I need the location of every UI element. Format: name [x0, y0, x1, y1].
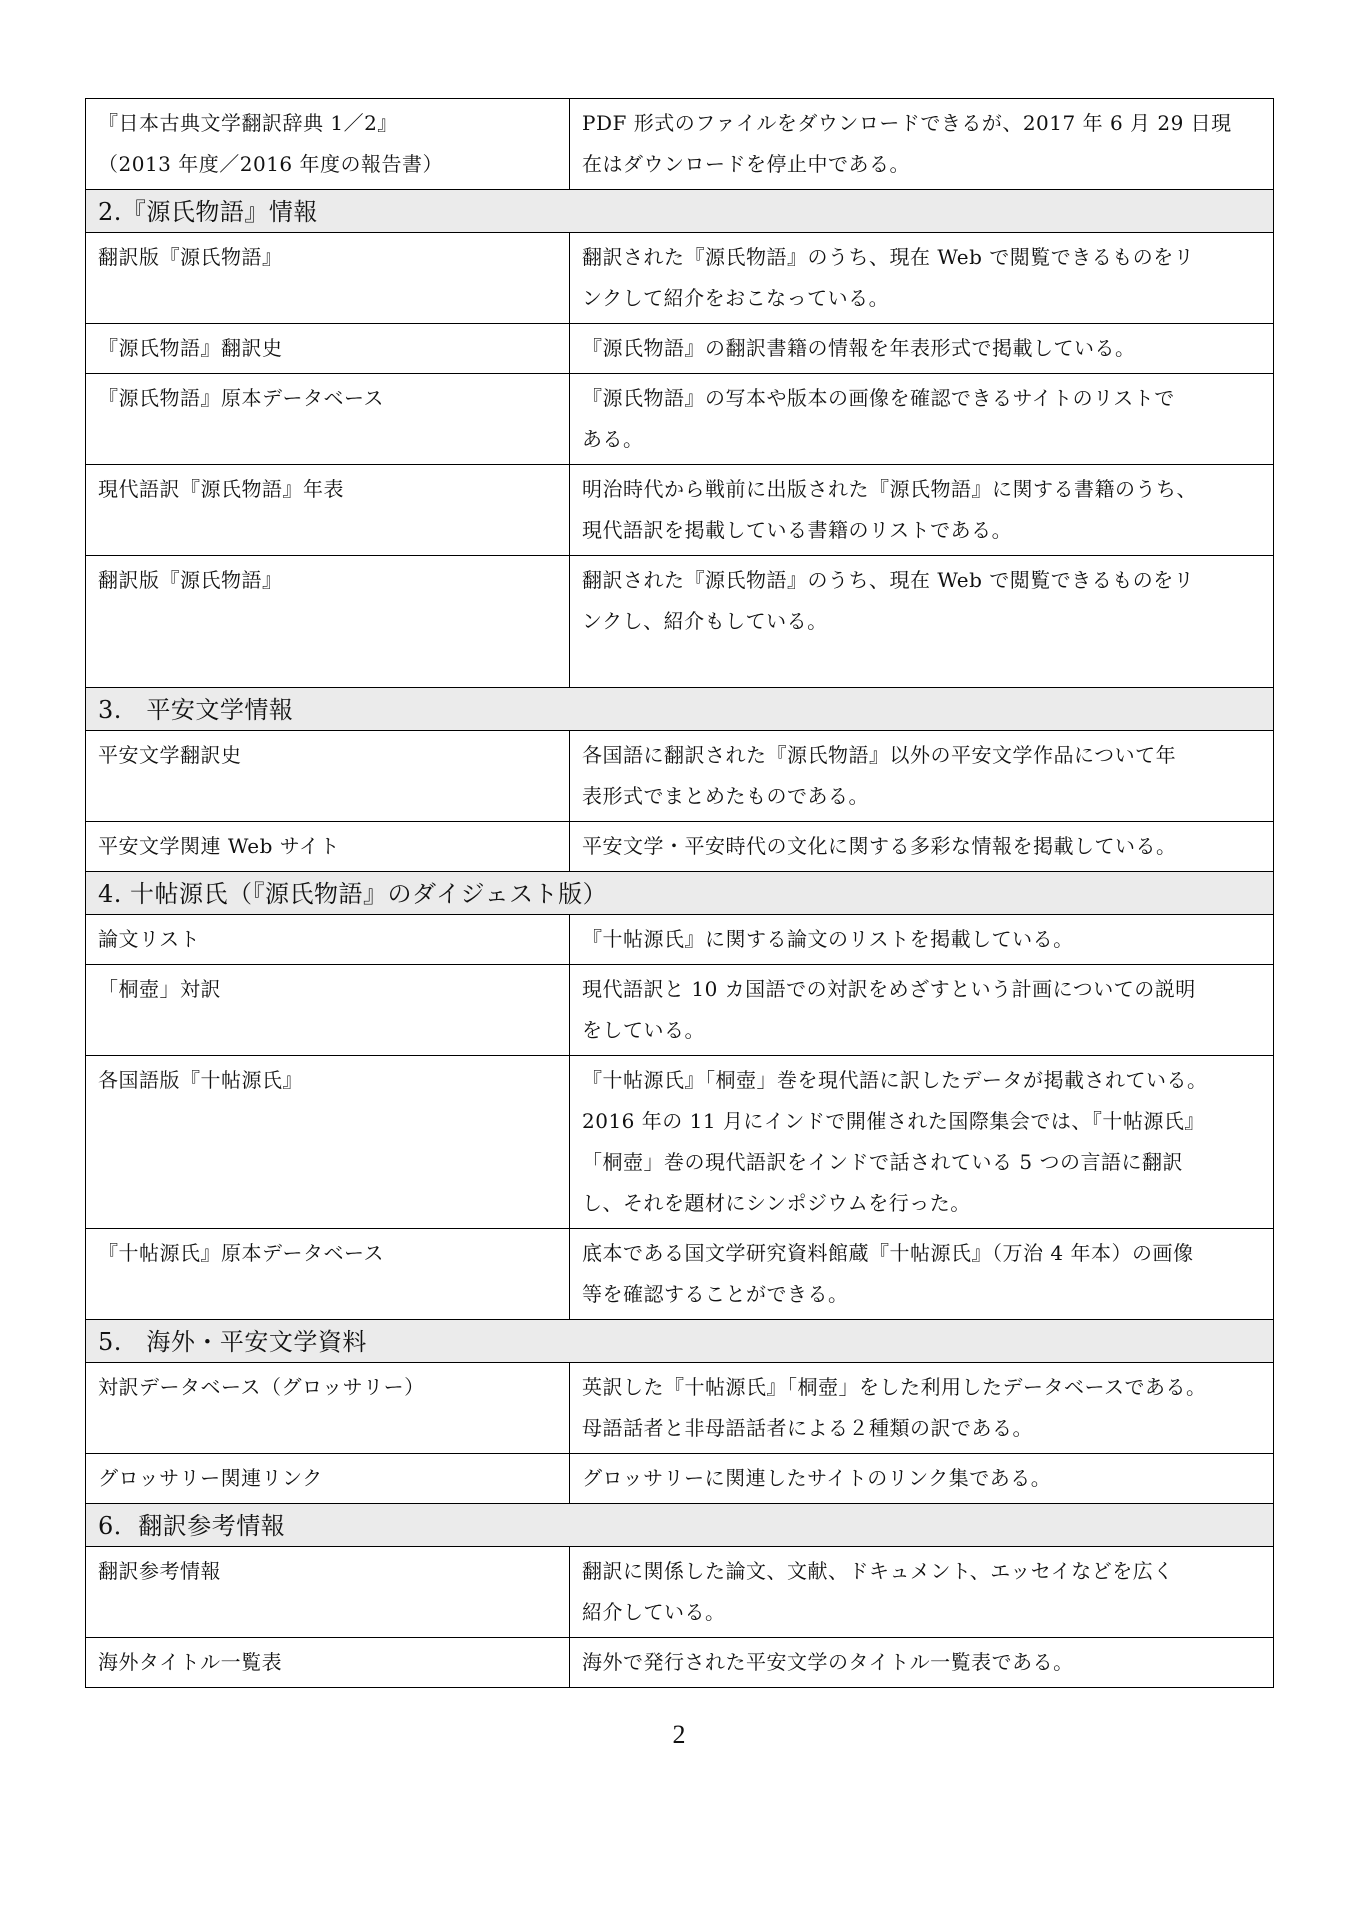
- item-name-line: 平安文学翻訳史: [98, 743, 242, 767]
- item-name-line: 各国語版『十帖源氏』: [98, 1068, 303, 1092]
- item-description-line: 翻訳に関係した論文、文献、ドキュメント、エッセイなどを広く: [582, 1559, 1174, 1583]
- table-row: [86, 1056, 1274, 1229]
- item-description-cell: [570, 1638, 1274, 1688]
- item-name-line: 『源氏物語』翻訳史: [98, 336, 283, 360]
- item-description-cell: [570, 465, 1274, 556]
- item-name-line: （2013 年度／2016 年度の報告書）: [98, 152, 444, 176]
- item-name-line: 論文リスト: [98, 927, 201, 951]
- section-header-row: [86, 688, 1274, 731]
- item-name-line: グロッサリー関連リンク: [98, 1466, 323, 1490]
- item-description-line: 現代語訳を掲載している書籍のリストである。: [582, 518, 1013, 542]
- item-name-cell: [86, 1454, 570, 1504]
- table-row: [86, 556, 1274, 688]
- item-name-line: 平安文学関連 Web サイト: [98, 834, 340, 858]
- table-row: [86, 374, 1274, 465]
- item-name-cell: [86, 556, 570, 688]
- item-name-cell: [86, 1638, 570, 1688]
- item-name-cell: [86, 99, 570, 190]
- section-title: 3. 平安文学情報: [86, 688, 1274, 731]
- item-name-line: 「桐壺」対訳: [98, 977, 221, 1001]
- item-description-cell: [570, 1547, 1274, 1638]
- item-name-line: 翻訳版『源氏物語』: [98, 245, 283, 269]
- item-description-line: 各国語に翻訳された『源氏物語』以外の平安文学作品について年: [582, 743, 1177, 767]
- item-description-line: 『十帖源氏』「桐壺」巻を現代語に訳したデータが掲載されている。: [582, 1068, 1208, 1092]
- table-row: [86, 99, 1274, 190]
- item-description-cell: [570, 374, 1274, 465]
- item-description-cell: [570, 915, 1274, 965]
- item-description-line: ある。: [582, 427, 644, 451]
- item-description-line: 翻訳された『源氏物語』のうち、現在 Web で閲覧できるものをリ: [582, 568, 1195, 592]
- page-number: 2: [672, 1720, 686, 1749]
- item-description-line: ンクし、紹介もしている。: [582, 609, 828, 633]
- item-name-line: 『十帖源氏』原本データベース: [98, 1241, 384, 1265]
- item-description-line: 『十帖源氏』に関する論文のリストを掲載している。: [582, 927, 1074, 951]
- section-title: 5. 海外・平安文学資料: [86, 1320, 1274, 1363]
- item-description-line: をしている。: [582, 1018, 705, 1042]
- item-description-line: 底本である国文学研究資料館蔵『十帖源氏』（万治 4 年本）の画像: [582, 1241, 1194, 1265]
- item-description-line: 2016 年の 11 月にインドで開催された国際集会では、『十帖源氏』: [582, 1109, 1205, 1133]
- item-description-cell: [570, 1229, 1274, 1320]
- item-name-cell: [86, 965, 570, 1056]
- table-row: [86, 1363, 1274, 1454]
- table-row: [86, 965, 1274, 1056]
- item-name-line: 翻訳版『源氏物語』: [98, 568, 283, 592]
- item-description-cell: [570, 324, 1274, 374]
- item-description-line: 海外で発行された平安文学のタイトル一覧表である。: [582, 1650, 1074, 1674]
- item-name-cell: [86, 915, 570, 965]
- section-title: 6．翻訳参考情報: [86, 1504, 1274, 1547]
- item-description-line: グロッサリーに関連したサイトのリンク集である。: [582, 1466, 1052, 1490]
- section-header-row: [86, 190, 1274, 233]
- table-row: [86, 731, 1274, 822]
- item-name-cell: [86, 465, 570, 556]
- item-description-cell: [570, 965, 1274, 1056]
- item-description-line: 母語話者と非母語話者による２種類の訳である。: [582, 1416, 1033, 1440]
- item-description-line: 等を確認することができる。: [582, 1282, 849, 1306]
- item-description-line: 翻訳された『源氏物語』のうち、現在 Web で閲覧できるものをリ: [582, 245, 1195, 269]
- item-description-line: 表形式でまとめたものである。: [582, 784, 869, 808]
- item-description-line: ンクして紹介をおこなっている。: [582, 286, 890, 310]
- table-row: [86, 1547, 1274, 1638]
- item-description-line: し、それを題材にシンポジウムを行った。: [582, 1191, 971, 1215]
- item-description-cell: [570, 556, 1274, 688]
- resource-table: [85, 98, 1274, 1688]
- item-description-cell: [570, 1056, 1274, 1229]
- table-row: [86, 1229, 1274, 1320]
- blank-line: [582, 642, 1261, 683]
- table-row: [86, 822, 1274, 872]
- item-name-cell: [86, 1229, 570, 1320]
- item-description-line: 『源氏物語』の翻訳書籍の情報を年表形式で掲載している。: [582, 336, 1136, 360]
- section-header-row: [86, 872, 1274, 915]
- section-header-row: [86, 1504, 1274, 1547]
- item-name-cell: [86, 1056, 570, 1229]
- item-name-cell: [86, 324, 570, 374]
- item-description-line: 明治時代から戦前に出版された『源氏物語』に関する書籍のうち、: [582, 477, 1197, 501]
- item-name-cell: [86, 374, 570, 465]
- item-description-line: 英訳した『十帖源氏』「桐壺」をした利用したデータベースである。: [582, 1375, 1207, 1399]
- item-name-line: 対訳データベース（グロッサリー）: [98, 1375, 425, 1399]
- item-description-line: 『源氏物語』の写本や版本の画像を確認できるサイトのリストで: [582, 386, 1175, 410]
- item-description-line: 在はダウンロードを停止中である。: [582, 152, 910, 176]
- item-description-cell: [570, 1454, 1274, 1504]
- table-row: [86, 1638, 1274, 1688]
- item-name-cell: [86, 233, 570, 324]
- item-description-line: 紹介している。: [582, 1600, 726, 1624]
- item-description-line: 「桐壺」巻の現代語訳をインドで話されている 5 つの言語に翻訳: [582, 1150, 1183, 1174]
- item-name-cell: [86, 822, 570, 872]
- item-name-line: 翻訳参考情報: [98, 1559, 221, 1583]
- item-description-line: 現代語訳と 10 カ国語での対訳をめざすという計画についての説明: [582, 977, 1196, 1001]
- item-name-line: 海外タイトル一覧表: [98, 1650, 283, 1674]
- item-name-cell: [86, 731, 570, 822]
- section-header-row: [86, 1320, 1274, 1363]
- table-row: [86, 233, 1274, 324]
- section-title: 2.『源氏物語』情報: [86, 190, 1274, 233]
- item-description-line: PDF 形式のファイルをダウンロードできるが、2017 年 6 月 29 日現: [582, 111, 1232, 135]
- item-name-line: 現代語訳『源氏物語』年表: [98, 477, 344, 501]
- item-name-line: 『日本古典文学翻訳辞典 1／2』: [98, 111, 398, 135]
- item-name-cell: [86, 1547, 570, 1638]
- item-description-cell: [570, 233, 1274, 324]
- section-title: 4. 十帖源氏（『源氏物語』のダイジェスト版）: [86, 872, 1274, 915]
- item-description-cell: [570, 99, 1274, 190]
- table-row: [86, 324, 1274, 374]
- table-row: [86, 1454, 1274, 1504]
- table-row: [86, 465, 1274, 556]
- item-description-cell: [570, 822, 1274, 872]
- item-name-line: 『源氏物語』原本データベース: [98, 386, 384, 410]
- resource-table-body: [86, 99, 1274, 1688]
- item-description-cell: [570, 1363, 1274, 1454]
- item-description-cell: [570, 731, 1274, 822]
- item-description-line: 平安文学・平安時代の文化に関する多彩な情報を掲載している。: [582, 834, 1177, 858]
- table-row: [86, 915, 1274, 965]
- item-name-cell: [86, 1363, 570, 1454]
